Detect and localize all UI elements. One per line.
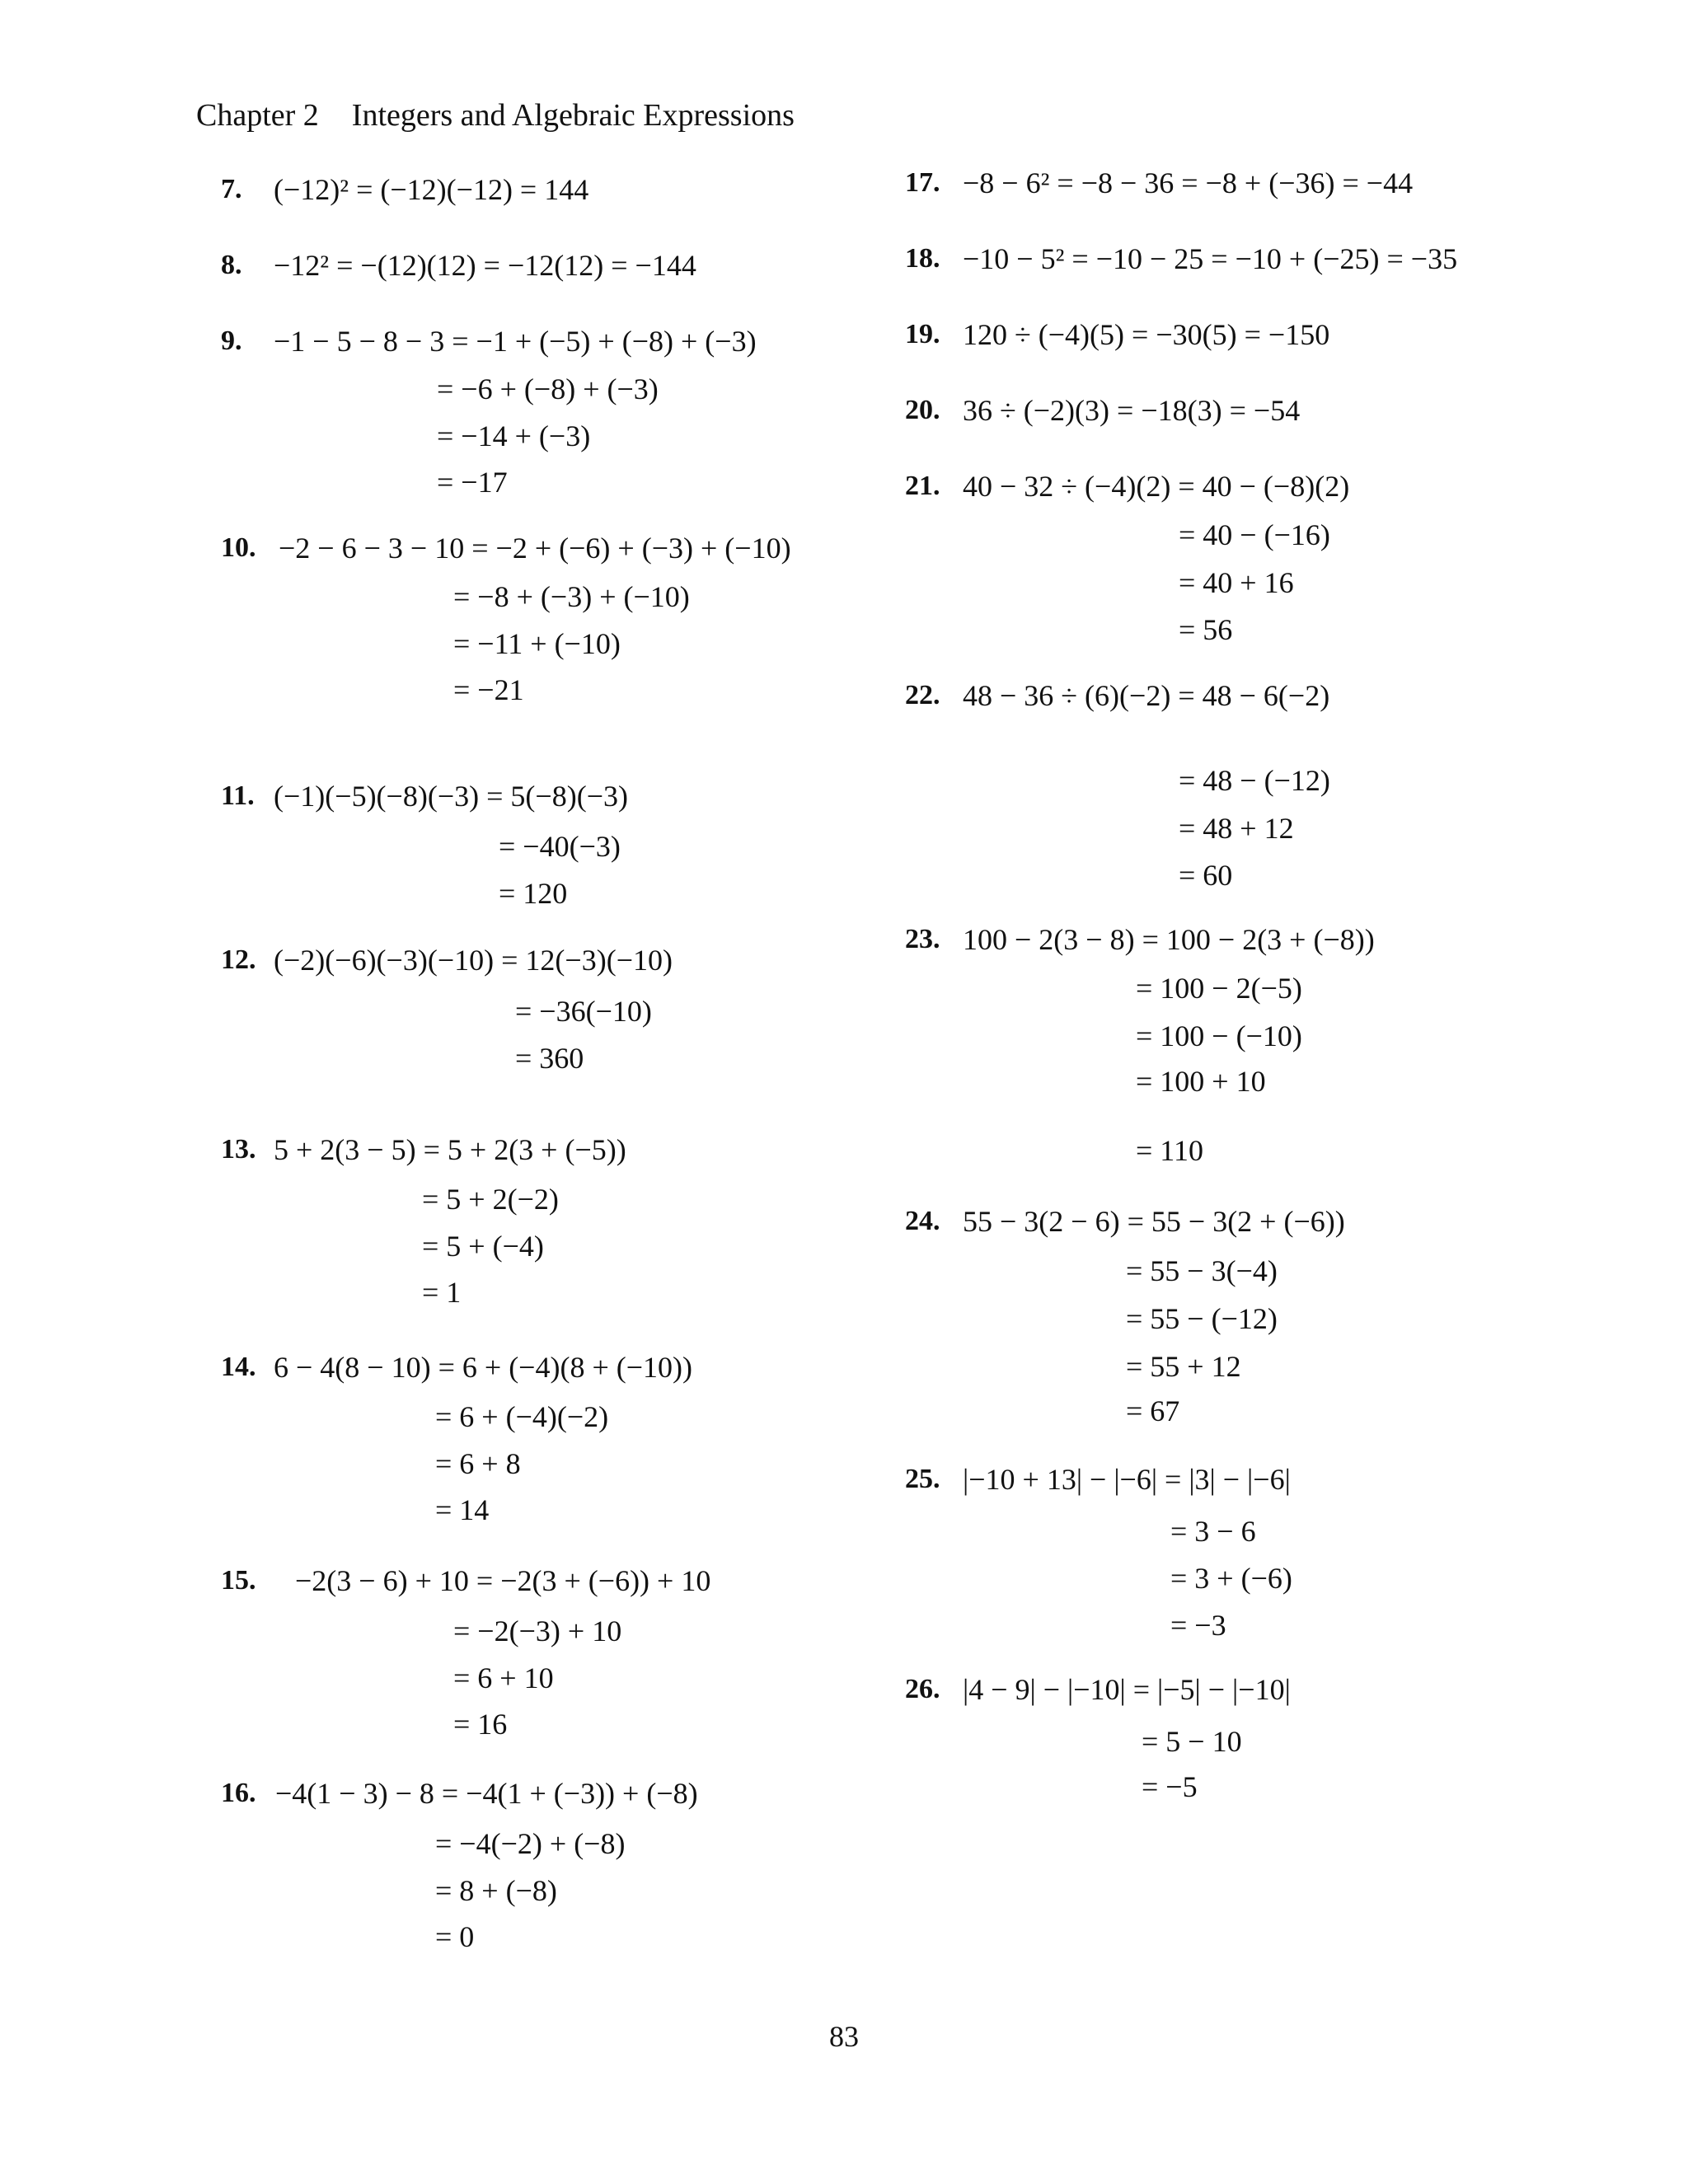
continuation-line: = −14 + (−3) [437, 419, 591, 452]
equation-line: 5 + 2(3 − 5) = 5 + 2(3 + (−5)) [274, 1133, 626, 1166]
equation-line: 6 − 4(8 − 10) = 6 + (−4)(8 + (−10)) [274, 1351, 693, 1384]
problem-number: 14. [221, 1352, 256, 1382]
continuation-line: = 67 [1126, 1394, 1180, 1427]
continuation-line: = −36(−10) [515, 995, 652, 1028]
problem-number: 20. [905, 395, 940, 425]
continuation-line: = 0 [435, 1920, 475, 1953]
equation-line: −8 − 6² = −8 − 36 = −8 + (−36) = −44 [963, 166, 1414, 199]
problem-number: 24. [905, 1206, 940, 1236]
continuation-line: = 5 − 10 [1142, 1725, 1242, 1758]
problem-number: 13. [221, 1134, 256, 1165]
page-number: 83 [829, 2020, 859, 2053]
continuation-line: = 120 [499, 877, 568, 910]
problem-number: 8. [221, 250, 242, 280]
continuation-line: = −11 + (−10) [453, 627, 621, 660]
problem-number: 18. [905, 243, 940, 274]
problem-number: 19. [905, 319, 940, 349]
equation-line: (−2)(−6)(−3)(−10) = 12(−3)(−10) [274, 944, 673, 977]
equation-line: 120 ÷ (−4)(5) = −30(5) = −150 [963, 318, 1330, 351]
chapter-label: Chapter 2 [196, 98, 319, 133]
continuation-line: = −2(−3) + 10 [453, 1615, 622, 1647]
continuation-line: = 40 − (−16) [1179, 518, 1330, 551]
page-header [196, 97, 795, 134]
equation-line: 40 − 32 ÷ (−4)(2) = 40 − (−8)(2) [963, 470, 1350, 503]
problem-number: 10. [221, 532, 256, 563]
problem-number: 25. [905, 1464, 940, 1494]
equation-line: −10 − 5² = −10 − 25 = −10 + (−25) = −35 [963, 242, 1458, 275]
equation-line: 36 ÷ (−2)(3) = −18(3) = −54 [963, 394, 1301, 427]
continuation-line: = −40(−3) [499, 830, 621, 863]
problem-number: 12. [221, 944, 256, 975]
continuation-line: = −21 [453, 673, 524, 706]
continuation-line: = −6 + (−8) + (−3) [437, 373, 659, 405]
equation-line: 55 − 3(2 − 6) = 55 − 3(2 + (−6)) [963, 1205, 1345, 1238]
continuation-line: = −8 + (−3) + (−10) [453, 580, 690, 613]
continuation-line: = 100 − (−10) [1136, 1019, 1302, 1052]
continuation-line: = 60 [1179, 859, 1233, 892]
continuation-line: = −5 [1142, 1770, 1198, 1803]
problem-number: 15. [221, 1565, 256, 1596]
equation-line: −2(3 − 6) + 10 = −2(3 + (−6)) + 10 [295, 1564, 711, 1597]
continuation-line: = 360 [515, 1042, 584, 1075]
equation-line: |4 − 9| − |−10| = |−5| − |−10| [963, 1673, 1291, 1706]
problem-number: 11. [221, 780, 255, 811]
continuation-line: = 55 − 3(−4) [1126, 1254, 1278, 1287]
problem-number: 26. [905, 1674, 940, 1704]
problem-number: 17. [905, 167, 940, 198]
continuation-line: = −17 [437, 466, 508, 499]
equation-line: (−12)² = (−12)(−12) = 144 [274, 173, 589, 206]
chapter-title: Integers and Algebraic Expressions [351, 98, 795, 133]
continuation-line: = 100 + 10 [1136, 1065, 1266, 1098]
continuation-line: = 6 + 8 [435, 1447, 521, 1480]
equation-line: |−10 + 13| − |−6| = |3| − |−6| [963, 1463, 1291, 1496]
continuation-line: = 55 − (−12) [1126, 1302, 1278, 1335]
equation-line: (−1)(−5)(−8)(−3) = 5(−8)(−3) [274, 780, 628, 813]
problem-number: 21. [905, 471, 940, 501]
continuation-line: = 1 [422, 1276, 462, 1309]
continuation-line: = 5 + (−4) [422, 1230, 544, 1263]
continuation-line: = 3 − 6 [1170, 1515, 1256, 1548]
equation-line: −2 − 6 − 3 − 10 = −2 + (−6) + (−3) + (−10) [279, 532, 791, 565]
continuation-line: = 5 + 2(−2) [422, 1183, 559, 1216]
equation-line: 100 − 2(3 − 8) = 100 − 2(3 + (−8)) [963, 923, 1375, 956]
continuation-line: = −4(−2) + (−8) [435, 1827, 626, 1860]
equation-line: −12² = −(12)(12) = −12(12) = −144 [274, 249, 696, 282]
continuation-line: = 6 + (−4)(−2) [435, 1400, 609, 1433]
equation-line: 48 − 36 ÷ (6)(−2) = 48 − 6(−2) [963, 679, 1330, 712]
problem-number: 7. [221, 174, 242, 204]
equation-line: −4(1 − 3) − 8 = −4(1 + (−3)) + (−8) [275, 1777, 698, 1810]
problem-number: 22. [905, 680, 940, 710]
continuation-line: = 14 [435, 1493, 490, 1526]
continuation-line: = 16 [453, 1708, 508, 1741]
problem-number: 16. [221, 1778, 256, 1808]
equation-line: −1 − 5 − 8 − 3 = −1 + (−5) + (−8) + (−3) [274, 325, 757, 358]
continuation-line: = 3 + (−6) [1170, 1562, 1292, 1595]
continuation-line: = −3 [1170, 1609, 1226, 1642]
continuation-line: = 100 − 2(−5) [1136, 972, 1302, 1005]
continuation-line: = 48 + 12 [1179, 812, 1294, 845]
continuation-line: = 110 [1136, 1134, 1203, 1167]
continuation-line: = 48 − (−12) [1179, 764, 1330, 797]
problem-number: 23. [905, 924, 940, 954]
continuation-line: = 55 + 12 [1126, 1350, 1241, 1383]
continuation-line: = 56 [1179, 613, 1233, 646]
continuation-line: = 8 + (−8) [435, 1874, 557, 1907]
continuation-line: = 6 + 10 [453, 1661, 554, 1694]
problem-number: 9. [221, 326, 242, 356]
continuation-line: = 40 + 16 [1179, 566, 1294, 599]
